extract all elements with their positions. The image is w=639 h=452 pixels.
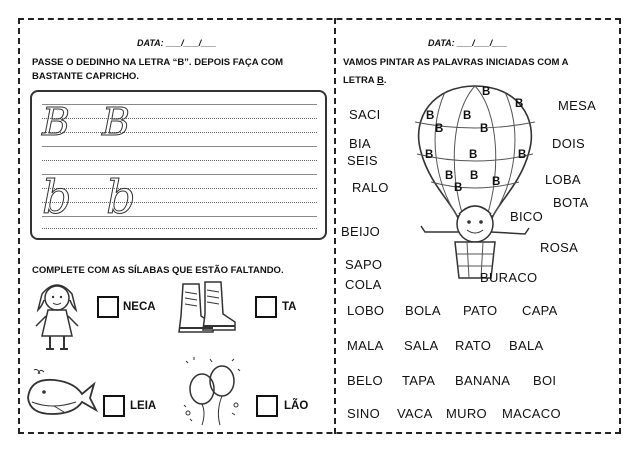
word[interactable]: BOLA: [405, 303, 441, 318]
balloon-letter: B: [470, 170, 479, 182]
word[interactable]: BIA: [349, 136, 371, 151]
guide-line: [42, 146, 317, 147]
word[interactable]: SEIS: [347, 153, 378, 168]
doll-icon: [32, 280, 82, 352]
answer-box[interactable]: [97, 296, 119, 318]
trace-uppercase-b: B B: [42, 100, 140, 144]
boots-icon: [175, 280, 237, 338]
trace-lowercase-b: b b: [42, 170, 146, 224]
guide-line: [42, 160, 317, 161]
syllable-suffix: NECA: [123, 301, 156, 313]
guide-line: [42, 228, 317, 229]
word[interactable]: COLA: [345, 277, 382, 292]
word[interactable]: BOI: [533, 373, 557, 388]
balloon-letter: B: [480, 123, 489, 135]
right-instruction-line1: VAMOS PINTAR AS PALAVRAS INICIADAS COM A: [343, 57, 569, 68]
word[interactable]: BANANA: [455, 373, 511, 388]
word[interactable]: BELO: [347, 373, 383, 388]
balloon-letter: B: [482, 86, 491, 98]
right-instruction-line2: LETRA B.: [343, 75, 387, 86]
word[interactable]: SINO: [347, 406, 380, 421]
word[interactable]: RATO: [455, 338, 492, 353]
word[interactable]: SACI: [349, 107, 381, 122]
balloon-letter: B: [454, 182, 463, 194]
balloon-letter: B: [492, 176, 501, 188]
word[interactable]: SAPO: [345, 257, 383, 272]
balloon-letter: B: [515, 98, 524, 110]
left-date-label: DATA: ___/___/___: [137, 38, 217, 48]
balloon-letter: B: [463, 110, 472, 122]
word[interactable]: TAPA: [402, 373, 436, 388]
word[interactable]: MESA: [558, 98, 597, 113]
word[interactable]: BALA: [509, 338, 544, 353]
syllables-instruction: COMPLETE COM AS SÍLABAS QUE ESTÃO FALTANDO.: [32, 265, 284, 276]
word[interactable]: LOBO: [347, 303, 385, 318]
syllable-suffix: TA: [282, 301, 297, 313]
word[interactable]: MURO: [446, 406, 487, 421]
balloon-letter: B: [425, 149, 434, 161]
word[interactable]: BICO: [510, 209, 543, 224]
balloon-letter: B: [445, 170, 454, 182]
syllable-suffix: LEIA: [130, 400, 157, 412]
answer-box[interactable]: [255, 296, 277, 318]
word[interactable]: PATO: [463, 303, 498, 318]
word[interactable]: BOTA: [553, 195, 589, 210]
whale-icon: [24, 368, 100, 420]
word[interactable]: SALA: [404, 338, 439, 353]
word[interactable]: MALA: [347, 338, 384, 353]
word[interactable]: MACACO: [502, 406, 561, 421]
answer-box[interactable]: [103, 395, 125, 417]
word[interactable]: LOBA: [545, 172, 581, 187]
balloons-icon: [180, 355, 244, 427]
tracing-box: [30, 90, 327, 240]
word[interactable]: RALO: [352, 180, 389, 195]
answer-box[interactable]: [256, 395, 278, 417]
word[interactable]: CAPA: [522, 303, 558, 318]
page-divider: [334, 18, 336, 434]
balloon-letter: B: [469, 149, 478, 161]
syllable-suffix: LÃO: [284, 400, 309, 412]
word[interactable]: BEIJO: [341, 224, 381, 239]
word[interactable]: VACA: [397, 406, 433, 421]
word[interactable]: BURACO: [480, 270, 538, 285]
left-instruction: PASSE O DEDINHO NA LETRA “B”. DEPOIS FAÇA COM BASTANTE CAPRICHO.: [32, 57, 284, 82]
balloon-letter: B: [435, 123, 444, 135]
balloon-letter: B: [518, 149, 527, 161]
right-date-label: DATA: ___/___/___: [428, 38, 508, 48]
balloon-letter: B: [426, 110, 435, 122]
word[interactable]: DOIS: [552, 136, 585, 151]
word[interactable]: ROSA: [540, 240, 579, 255]
